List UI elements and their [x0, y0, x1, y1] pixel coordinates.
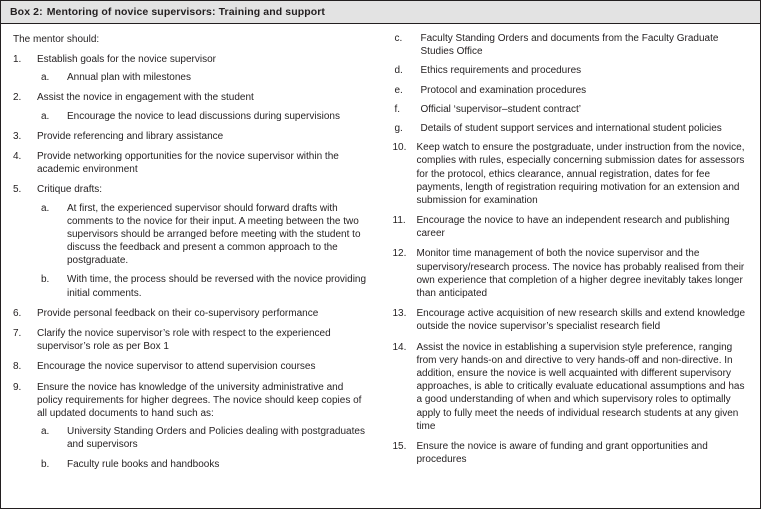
sub-item-number: b. — [41, 458, 50, 470]
sub-item-text: At first, the experienced supervisor should forward drafts with comments to the novice for their input. A meeting between the two supervisors should be arranged before meeting with the student to discuss the feedback and present a common approach to the postgraduate. — [67, 202, 361, 267]
sub-list-item — [37, 110, 367, 123]
list-item — [11, 381, 367, 471]
intro-text: The mentor should: — [13, 34, 100, 45]
sub-item-number: f. — [394, 103, 401, 115]
item-number: 2. — [13, 92, 22, 104]
sub-list-item — [37, 202, 367, 268]
sub-list — [37, 110, 367, 123]
left-item-list — [11, 53, 367, 471]
list-item — [11, 130, 367, 143]
sub-list-item — [391, 84, 751, 97]
sub-item-text: Ethics requirements and procedures — [420, 65, 582, 77]
box-label: Box 2: — [10, 6, 43, 18]
sub-item-number: e. — [394, 84, 403, 96]
item-number: 8. — [13, 361, 22, 373]
sub-item-number: c. — [394, 33, 403, 44]
sub-item-text: Annual plan with milestones — [67, 72, 191, 84]
sub-list-item — [391, 32, 751, 58]
item-number: 15. — [392, 440, 407, 452]
item-text: Critique drafts: — [37, 184, 103, 196]
sub-item-text: Encourage the novice to lead discussions during supervisions — [67, 110, 340, 122]
sub-item-text: Faculty rule books and handbooks — [67, 458, 220, 470]
item-number: 11. — [392, 215, 406, 227]
item-text: Provide networking opportunities for the novice supervisor within the academic environment — [37, 150, 339, 176]
item-text: Encourage the novice to have an independent research and publishing career — [416, 215, 730, 240]
right-item-list — [391, 141, 751, 466]
sub-list — [37, 425, 367, 471]
list-item — [11, 91, 367, 122]
item-number: 4. — [13, 150, 22, 162]
sub-list — [37, 202, 367, 300]
item-text: Ensure the novice has knowledge of the university administrative and policy requirements for higher degrees. The novice should keep copies of all updated documents to hand such as: — [37, 381, 362, 419]
item-number: 13. — [392, 308, 407, 320]
item-text: Establish goals for the novice supervisor — [37, 54, 216, 65]
list-item — [391, 341, 751, 433]
sub-list-item — [37, 273, 367, 299]
item-number: 1. — [13, 54, 22, 65]
list-item — [11, 360, 367, 373]
item-number: 7. — [13, 328, 22, 339]
item-text: Provide personal feedback on their co-supervisory performance — [37, 307, 319, 319]
sub-list-item — [391, 64, 751, 77]
sub-list-item — [391, 103, 751, 116]
sub-item-number: g. — [394, 122, 403, 134]
sub-item-number: b. — [41, 274, 50, 286]
item-text: Encourage the novice supervisor to attend supervision courses — [37, 361, 316, 373]
sub-list-item — [37, 458, 367, 471]
sub-item-text: University Standing Orders and Policies dealing with postgraduates and supervisors — [67, 426, 365, 451]
item-number: 10. — [392, 142, 407, 154]
item-number: 5. — [13, 184, 22, 196]
left-column — [11, 32, 381, 500]
item-text: Monitor time management of both the novice supervisor and the supervisory/research process. The novice has probably realised from their own experience that completion of a higher degree inevitably takes longer than anticipated — [416, 248, 745, 299]
continued-sub-list — [391, 32, 751, 135]
box-body — [1, 24, 760, 506]
sub-list-item — [391, 122, 751, 135]
list-item — [11, 327, 367, 353]
item-number: 6. — [13, 307, 22, 319]
sub-item-number: a. — [41, 426, 50, 438]
sub-item-text: Official ‘supervisor–student contract’ — [420, 103, 581, 115]
item-number: 3. — [13, 130, 22, 142]
sub-list-item — [37, 425, 367, 451]
item-number: 9. — [13, 381, 22, 393]
sub-list-item — [37, 71, 367, 84]
sub-item-number: a. — [41, 72, 50, 84]
sub-item-text: Details of student support services and international student policies — [420, 122, 722, 134]
list-item — [391, 141, 751, 207]
sub-item-number: a. — [41, 110, 50, 122]
item-text: Assist the novice in engagement with the student — [37, 92, 254, 104]
sub-list — [37, 71, 367, 84]
item-number: 14. — [392, 341, 407, 353]
box-title: Mentoring of novice supervisors: Training and support — [46, 6, 326, 18]
item-text: Clarify the novice supervisor’s role with respect to the experienced supervisor’s role as per Box 1 — [37, 328, 331, 353]
list-item — [391, 214, 751, 240]
sub-item-text: Protocol and examination procedures — [420, 84, 587, 96]
right-column — [381, 32, 751, 500]
item-number: 12. — [392, 248, 407, 260]
sub-item-text: Faculty Standing Orders and documents from the Faculty Graduate Studies Office — [420, 33, 719, 58]
sub-item-text: With time, the process should be reversed with the novice providing initial comments. — [67, 274, 367, 299]
item-text: Ensure the novice is aware of funding and grant opportunities and procedures — [416, 440, 708, 466]
list-item — [391, 440, 751, 466]
box-header — [1, 1, 760, 24]
item-text: Assist the novice in establishing a supervision style preference, ranging from very hands-on and directive to very hands-off and non-directive. In addition, ensure the novice is well acquainted with different supervisory approaches, is able to critically evaluate educational assumptions and has a good understanding of when and which supervisory roles to optimally apply to fully meet the needs of individual research students at any given time — [416, 341, 745, 432]
sub-item-number: d. — [394, 65, 403, 77]
item-text: Encourage active acquisition of new research skills and extend knowledge outside the novice supervisor’s specialist research field — [416, 308, 746, 333]
list-item — [11, 53, 367, 84]
list-item — [11, 307, 367, 320]
list-item — [11, 150, 367, 176]
sub-item-number: a. — [41, 202, 50, 214]
item-text: Keep watch to ensure the postgraduate, under instruction from the novice, complies with rules, especially concerning submission dates for assessors for the protocol, ethics clearance, annual registration, dates for fee payments, length of registration requiring motivation for an extension and submission for examination — [416, 142, 745, 206]
list-item — [391, 307, 751, 333]
list-item — [11, 183, 367, 300]
list-item — [391, 247, 751, 300]
item-text: Provide referencing and library assistance — [37, 130, 224, 142]
